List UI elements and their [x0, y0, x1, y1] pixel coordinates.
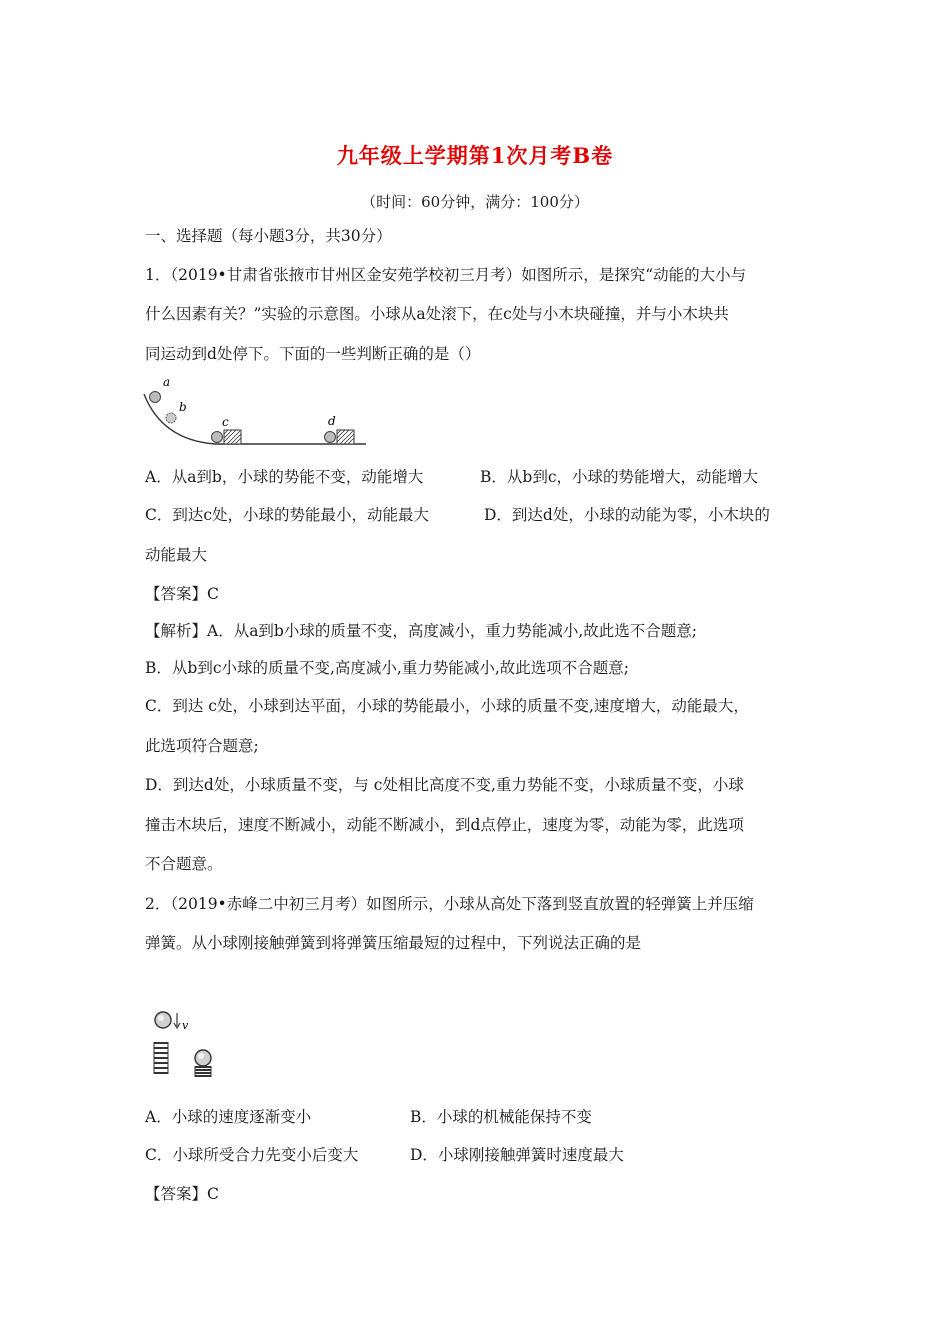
ball-d: [325, 432, 336, 443]
q1-answer: 【答案】C: [145, 585, 219, 603]
spring-relaxed: [154, 1042, 168, 1074]
q2-answer: 【答案】C: [145, 1185, 219, 1203]
q2-option-b: B．小球的机械能保持不变: [410, 1108, 592, 1126]
q2-stem-line-1: 2．（2019•赤峰二中初三月考）如图所示，小球从高处下落到竖直放置的轻弹簧上并压缩: [145, 895, 754, 913]
q1-analysis-line-2: B．从b到c小球的质量不变,高度减小,重力势能减小,故此选项不合题意;: [145, 659, 629, 677]
page-title: 九年级上学期第1次月考B卷: [336, 143, 614, 168]
q1-stem-line-2: 什么因素有关？”实验的示意图。小球从a处滚下，在c处与小木块碰撞，并与小木块共: [145, 305, 729, 323]
label-c: c: [222, 415, 229, 429]
label-b: b: [179, 400, 187, 414]
q2-option-a: A．小球的速度逐渐变小: [145, 1108, 312, 1126]
q2-option-d: D．小球刚接触弹簧时速度最大: [410, 1146, 624, 1164]
exam-info: （时间：60分钟，满分：100分）: [361, 193, 589, 211]
q1-analysis-line-1: 【解析】A．从a到b小球的质量不变，高度减小，重力势能减小,故此选不合题意;: [145, 622, 698, 640]
ball-b: [166, 413, 176, 423]
velocity-label: v: [182, 1019, 189, 1032]
q1-analysis-line-7: 不合题意。: [145, 855, 223, 873]
q2-stem-line-2: 弹簧。从小球刚接触弹簧到将弹簧压缩最短的过程中，下列说法正确的是: [145, 934, 642, 952]
spring-compressed: [195, 1066, 211, 1077]
q1-option-d: D．到达d处，小球的动能为零，小木块的: [484, 506, 770, 524]
ball-c: [212, 432, 223, 443]
q1-analysis-line-6: 撞击木块后，速度不断减小，动能不断减小，到d点停止，速度为零，动能为零，此选项: [145, 816, 744, 834]
q1-analysis-line-5: D．到达d处，小球质量不变，与 c处相比高度不变,重力势能不变，小球质量不变，小球: [145, 776, 744, 794]
q1-ramp-figure: [140, 372, 375, 450]
ball-a: [150, 392, 161, 403]
section-heading: 一、选择题（每小题3分，共30分）: [145, 227, 392, 245]
q1-option-b: B．从b到c，小球的势能增大，动能增大: [480, 468, 758, 486]
q1-option-a: A．从a到b，小球的势能不变，动能增大: [145, 468, 424, 486]
q1-option-d-continued: 动能最大: [145, 546, 208, 564]
q1-option-c: C．到达c处，小球的势能最小，动能最大: [145, 506, 430, 524]
q1-analysis-line-4: 此选项符合题意;: [145, 737, 259, 755]
q1-stem-line-1: 1．（2019•甘肃省张掖市甘州区金安苑学校初三月考）如图所示，是探究“动能的大小与: [145, 266, 747, 284]
label-d: d: [328, 414, 336, 428]
q2-option-c: C．小球所受合力先变小后变大: [145, 1146, 359, 1164]
label-a: a: [163, 375, 171, 389]
q1-analysis-line-3: C．到达 c处，小球到达平面，小球的势能最小，小球的质量不变,速度增大，动能最大，: [145, 697, 749, 715]
q1-stem-line-3: 同运动到d处停下。下面的一些判断正确的是（）: [145, 345, 481, 363]
q2-spring-figure: [148, 1005, 218, 1083]
